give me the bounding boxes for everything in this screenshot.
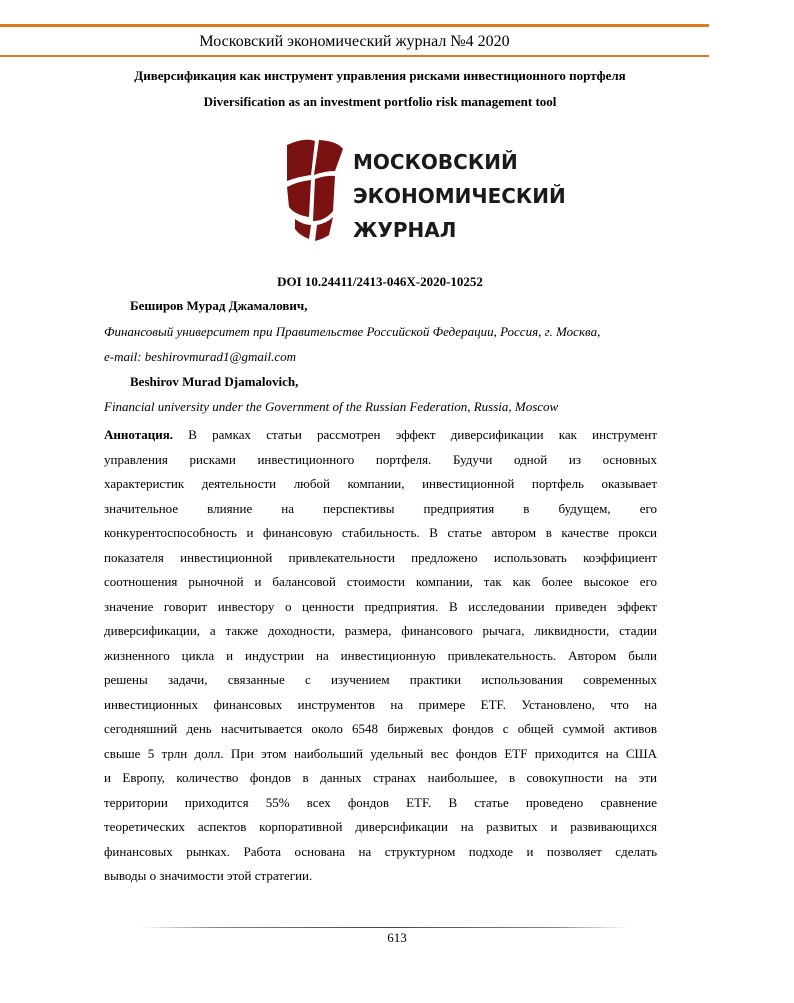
doi: DOI 10.24411/2413-046Х-2020-10252 <box>277 274 483 289</box>
footer-rule <box>140 927 630 928</box>
abstract-line: инвестиционных финансовых инструментов на примере ETF. Установлено, что на <box>104 696 657 712</box>
abstract-line: и Европу, количество фондов в данных странах наибольшее, в совокупности на эти <box>104 770 657 785</box>
abstract-line: значение говорит инвестору о ценности предприятия. В исследовании приведен эффект <box>104 598 657 614</box>
journal-logo <box>283 135 566 247</box>
abstract-line: показателя инвестиционной привлекательности предложено использовать коэффициент <box>104 549 657 565</box>
author-name-en: Beshirov Murad Djamalovich, <box>130 374 299 389</box>
author-email[interactable]: e-mail: beshirovmurad1@gmail.com <box>104 349 297 364</box>
author-affiliation-ru: Финансовый университет при Правительстве Российской Федерации, Россия, г. Москва, <box>104 324 601 339</box>
abstract-line: управления рисками инвестиционного портфеля. Будучи одной из основных <box>104 451 657 467</box>
journal-header: Московский экономический журнал №4 2020 <box>199 33 510 50</box>
abstract-line: теоретических аспектов корпоративной диверсификации на развитых и развивающихся <box>104 819 657 834</box>
header-rule-top <box>0 24 709 27</box>
abstract-line <box>104 423 657 448</box>
abstract-line: выводы о значимости этой стратегии. <box>104 868 313 883</box>
abstract-line: сегодняшний день насчитывается около 6548 биржевых фондов с общей суммой активов <box>104 721 657 736</box>
logo-emblem-icon <box>287 140 343 241</box>
page-number: 613 <box>387 930 407 945</box>
abstract <box>104 423 657 889</box>
abstract-line: значительное влияние на перспективы предприятия в будущем, его <box>104 500 657 516</box>
abstract-line: диверсификации, а также доходности, размера, финансового рычага, ликвидности, стадии <box>104 623 657 638</box>
author-affiliation-en: Financial university under the Government of the Russian Federation, Russia, Moscow <box>104 399 559 414</box>
header-rule-bottom <box>0 55 709 57</box>
abstract-line: конкурентоспособность и финансовую стабильность. В статье автором в качестве прокси <box>104 525 657 540</box>
abstract-line: решены задачи, связанные с изучением практики использования современных <box>104 672 657 687</box>
logo-line-3: ЖУРНАЛ <box>353 218 457 242</box>
abstract-line: соотношения рыночной и балансовой стоимости компании, так как более высокое его <box>104 574 657 589</box>
abstract-lead: Аннотация. <box>104 427 174 442</box>
article-title-ru: Диверсификация как инструмент управления рисками инвестиционного портфеля <box>134 68 626 83</box>
abstract-line: территории приходится 55% всех фондов ETF. В статье проведено сравнение <box>104 794 657 810</box>
article-title-en: Diversification as an investment portfolio risk management tool <box>203 94 557 109</box>
abstract-line: характеристик деятельности любой компании, инвестиционной портфель оказывает <box>104 476 657 491</box>
logo-line-2: ЭКОНОМИЧЕСКИЙ <box>353 184 566 208</box>
logo-line-1: МОСКОВСКИЙ <box>353 150 518 174</box>
abstract-line: финансовых рынках. Работа основана на структурном подходе и позволяет сделать <box>104 843 657 859</box>
abstract-line: жизненного цикла и индустрии на инвестиционную привлекательность. Автором были <box>104 647 657 663</box>
abstract-line: свыше 5 трлн долл. При этом наибольший удельный вес фондов ETF приходится на США <box>104 745 657 761</box>
author-name-ru: Беширов Мурад Джамалович, <box>130 298 308 313</box>
abstract-line-text: В рамках статьи рассмотрен эффект диверсификации как инструмент <box>173 427 657 442</box>
